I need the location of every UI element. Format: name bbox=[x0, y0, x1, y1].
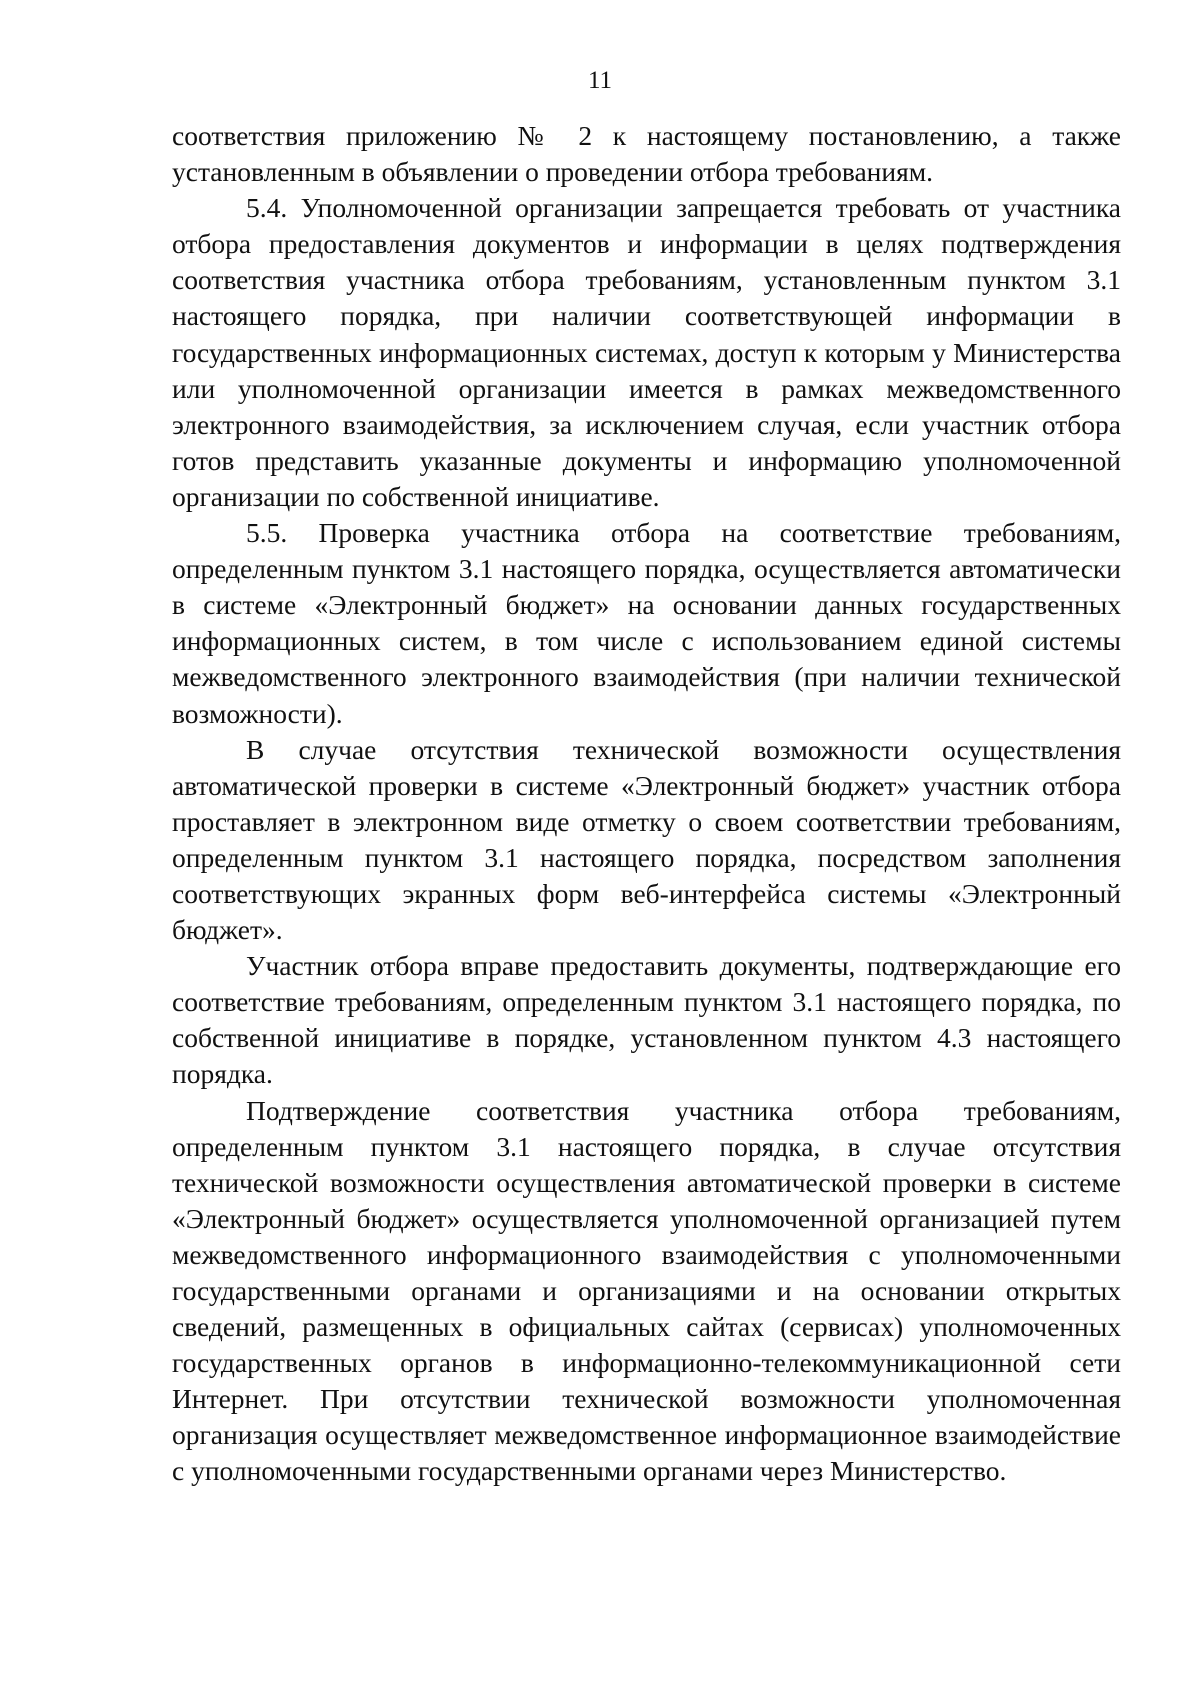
paragraph-5-4: 5.4. Уполномоченной организации запрещается требовать от участника отбора предоставления документов и информации в целях подтверждения соответствия участника отбора требованиям, установленным пунктом 3.1 настоящего порядка, при наличии соответствующей информации в государственных информационных системах, доступ к которым у Министерства или уполномоченной организации имеется в рамках межведомственного электронного взаимодействия, за исключением случая, если участник отбора готов представить указанные документы и информацию уполномоченной организации по собственной инициативе. bbox=[172, 192, 1121, 512]
page-number: 11 bbox=[587, 67, 613, 94]
paragraph-no-technical-possibility: В случае отсутствия технической возможности осуществления автоматической проверки в системе «Электронный бюджет» участник отбора проставляет в электронном виде отметку о своем соответствии требованиям, определенным пунктом 3.1 настоящего порядка, посредством заполнения соответствующих экранных форм веб-интерфейса системы «Электронный бюджет». bbox=[172, 733, 1121, 946]
paragraph-own-initiative: Участник отбора вправе предоставить документы, подтверждающие его соответствие требованиям, определенным пунктом 3.1 настоящего порядка, по собственной инициативе в порядке, установленном пунктом 4.3 настоящего порядка. bbox=[172, 950, 1121, 1090]
paragraph-confirmation: Подтверждение соответствия участника отбора требованиям, определенным пунктом 3.1 настоящего порядка, в случае отсутствия технической возможности осуществления автоматической проверки в системе «Электронный бюджет» осуществляется уполномоченной организацией путем межведомственного информационного взаимодействия с уполномоченными государственными органами и организациями и на основании открытых сведений, размещенных в официальных сайтах (сервисах) уполномоченных государственных органов в информационно-телекоммуникационной сети Интернет. При отсутствии технической возможности уполномоченная организация осуществляет межведомственное информационное взаимодействие с уполномоченными государственными органами через Министерство. bbox=[172, 1094, 1121, 1487]
document-body bbox=[172, 118, 1121, 1490]
paragraph-5-5: 5.5. Проверка участника отбора на соответствие требованиям, определенным пунктом 3.1 настоящего порядка, осуществляется автоматически в системе «Электронный бюджет» на основании данных государственных информационных систем, в том числе с использованием единой системы межведомственного электронного взаимодействия (при наличии технической возможности). bbox=[172, 517, 1121, 729]
paragraph-continuation: соответствия приложению № 2 к настоящему постановлению, а также установленным в объявлении о проведении отбора требованиям. bbox=[172, 120, 1121, 188]
